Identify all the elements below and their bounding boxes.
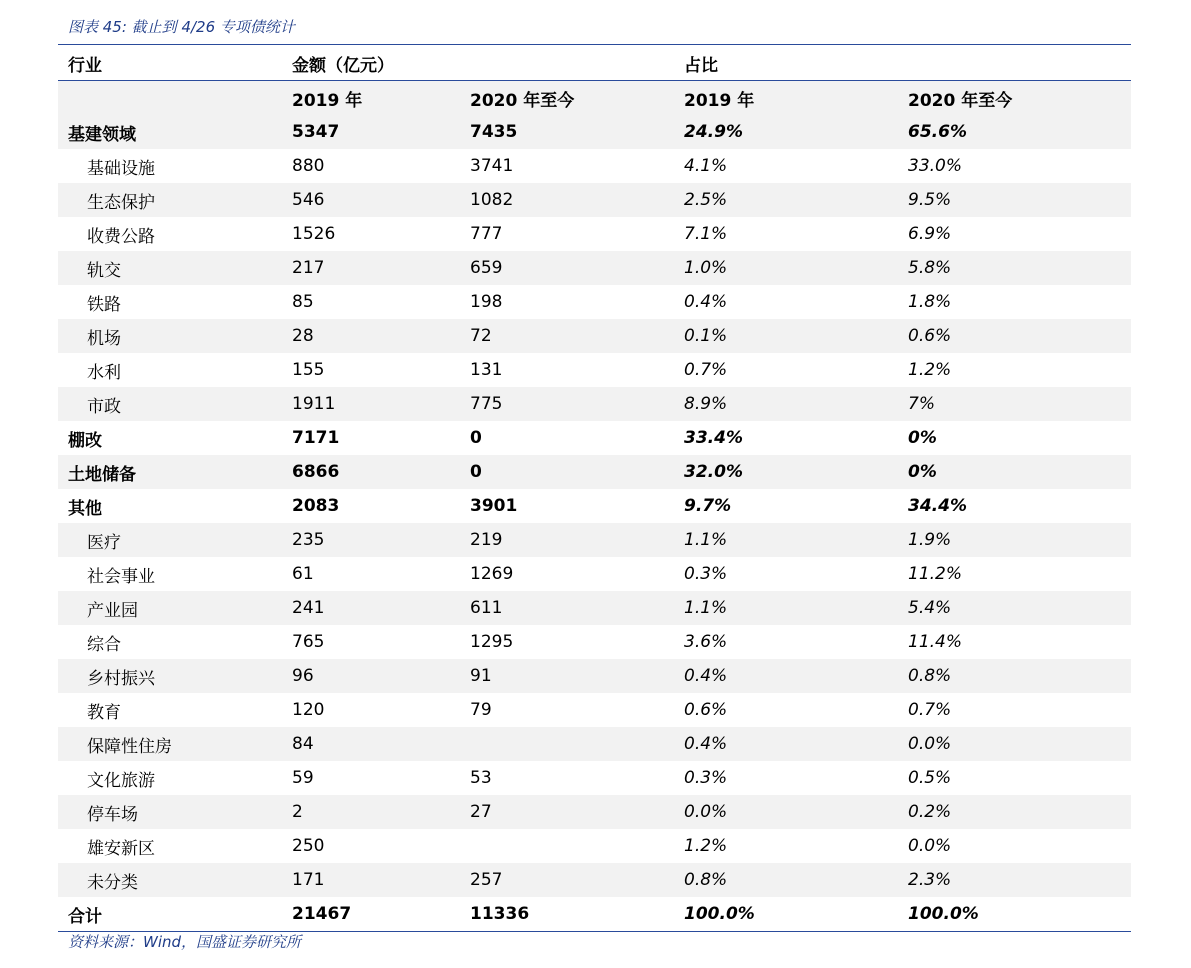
row-name: 轨交 bbox=[58, 251, 282, 285]
figure-caption: 图表 45: 截止到 4/26 专项债统计 bbox=[68, 18, 295, 36]
row-name: 产业园 bbox=[58, 591, 282, 625]
share-2019: 0.8% bbox=[674, 863, 898, 897]
amount-2020: 3901 bbox=[470, 496, 518, 516]
row-name: 基建领域 bbox=[58, 115, 282, 149]
share-2020: 0.7% bbox=[908, 700, 952, 720]
row-name: 文化旅游 bbox=[87, 770, 155, 791]
share-2019: 3.6% bbox=[684, 632, 728, 652]
header-row-2 bbox=[58, 81, 1131, 116]
share-2020: 0.0% bbox=[898, 727, 1131, 761]
amount-2020: 53 bbox=[470, 768, 492, 788]
amount-2020: 777 bbox=[470, 224, 503, 244]
amount-2019: 21467 bbox=[292, 904, 352, 924]
amount-2020: 91 bbox=[460, 659, 674, 693]
amount-2019: 880 bbox=[292, 156, 325, 176]
share-2019: 8.9% bbox=[674, 387, 898, 421]
row-name: 保障性住房 bbox=[58, 727, 282, 761]
special-bond-table bbox=[58, 46, 1131, 931]
amount-2020: 7435 bbox=[460, 115, 674, 149]
amount-2020 bbox=[460, 727, 674, 761]
table-row bbox=[58, 625, 1131, 659]
row-name: 医疗 bbox=[58, 523, 282, 557]
table-row bbox=[58, 557, 1131, 591]
row-name: 教育 bbox=[87, 702, 121, 723]
amount-2020: 1269 bbox=[470, 564, 514, 584]
share-2020: 34.4% bbox=[908, 496, 967, 516]
amount-2020: 0 bbox=[460, 455, 674, 489]
row-name: 社会事业 bbox=[87, 566, 155, 587]
row-name: 棚改 bbox=[68, 430, 102, 451]
share-2020: 33.0% bbox=[908, 156, 963, 176]
amount-2019: 155 bbox=[292, 360, 325, 380]
header-industry: 行业 bbox=[58, 46, 282, 81]
amount-2019: 1911 bbox=[282, 387, 460, 421]
table-row bbox=[58, 897, 1131, 931]
share-2020: 0.0% bbox=[908, 836, 952, 856]
amount-2019: 235 bbox=[282, 523, 460, 557]
amount-2020: 11336 bbox=[470, 904, 530, 924]
header-amount-2019: 2019 年 bbox=[282, 81, 460, 116]
share-2020: 1.8% bbox=[908, 292, 952, 312]
share-2019: 33.4% bbox=[684, 428, 743, 448]
share-2019: 0.4% bbox=[674, 659, 898, 693]
table-row bbox=[58, 761, 1131, 795]
row-name: 未分类 bbox=[58, 863, 282, 897]
amount-2019: 241 bbox=[282, 591, 460, 625]
table-row bbox=[58, 795, 1131, 829]
amount-2019: 96 bbox=[282, 659, 460, 693]
amount-2020: 79 bbox=[470, 700, 492, 720]
share-2020: 1.9% bbox=[898, 523, 1131, 557]
share-2020: 0.2% bbox=[898, 795, 1131, 829]
share-2019: 0.3% bbox=[684, 768, 728, 788]
share-2019: 2.5% bbox=[674, 183, 898, 217]
share-2019: 0.1% bbox=[674, 319, 898, 353]
header-share-2019: 2019 年 bbox=[674, 81, 898, 116]
amount-2020: 611 bbox=[460, 591, 674, 625]
table-row bbox=[58, 149, 1131, 183]
header-amount-2020: 2020 年至今 bbox=[460, 81, 674, 116]
row-name: 停车场 bbox=[58, 795, 282, 829]
amount-2019: 765 bbox=[292, 632, 325, 652]
share-2020: 0% bbox=[908, 428, 937, 448]
amount-2019: 120 bbox=[292, 700, 325, 720]
row-name: 市政 bbox=[58, 387, 282, 421]
table-row bbox=[58, 829, 1131, 863]
table-row bbox=[58, 421, 1131, 455]
table-row bbox=[58, 115, 1131, 149]
share-2019: 1.1% bbox=[674, 523, 898, 557]
header-amount: 金额（亿元） bbox=[282, 46, 674, 81]
table-row bbox=[58, 455, 1131, 489]
table-row bbox=[58, 387, 1131, 421]
table-body bbox=[58, 46, 1131, 931]
amount-2020: 72 bbox=[460, 319, 674, 353]
table-row bbox=[58, 659, 1131, 693]
row-name: 机场 bbox=[58, 319, 282, 353]
share-2020: 1.2% bbox=[908, 360, 952, 380]
header-row-1 bbox=[58, 46, 1131, 81]
share-2019: 0.4% bbox=[674, 727, 898, 761]
share-2019: 0.6% bbox=[684, 700, 728, 720]
share-2020: 0.6% bbox=[898, 319, 1131, 353]
amount-2019: 2083 bbox=[292, 496, 340, 516]
share-2019: 0.7% bbox=[684, 360, 728, 380]
amount-2020: 659 bbox=[460, 251, 674, 285]
amount-2019: 6866 bbox=[282, 455, 460, 489]
amount-2019: 59 bbox=[292, 768, 314, 788]
amount-2019: 546 bbox=[282, 183, 460, 217]
share-2020: 2.3% bbox=[898, 863, 1131, 897]
share-2019: 32.0% bbox=[674, 455, 898, 489]
amount-2020: 198 bbox=[470, 292, 503, 312]
table-row bbox=[58, 727, 1131, 761]
row-name: 乡村振兴 bbox=[58, 659, 282, 693]
amount-2019: 85 bbox=[292, 292, 314, 312]
amount-2019: 5347 bbox=[282, 115, 460, 149]
table-row bbox=[58, 183, 1131, 217]
share-2019: 9.7% bbox=[684, 496, 732, 516]
amount-2020 bbox=[460, 829, 674, 863]
share-2020: 5.8% bbox=[898, 251, 1131, 285]
row-name: 雄安新区 bbox=[87, 838, 155, 859]
table-row bbox=[58, 285, 1131, 319]
row-name: 其他 bbox=[68, 498, 102, 519]
table-row bbox=[58, 489, 1131, 523]
share-2020: 5.4% bbox=[898, 591, 1131, 625]
share-2019: 1.1% bbox=[674, 591, 898, 625]
share-2019: 0.4% bbox=[684, 292, 728, 312]
table-row bbox=[58, 353, 1131, 387]
header-share: 占比 bbox=[674, 46, 1131, 81]
amount-2020: 0 bbox=[470, 428, 482, 448]
row-name: 水利 bbox=[87, 362, 121, 383]
amount-2019: 61 bbox=[292, 564, 314, 584]
share-2019: 24.9% bbox=[674, 115, 898, 149]
share-2020: 11.4% bbox=[908, 632, 963, 652]
share-2020: 100.0% bbox=[908, 904, 979, 924]
amount-2019: 250 bbox=[292, 836, 325, 856]
share-2019: 0.0% bbox=[674, 795, 898, 829]
amount-2020: 1082 bbox=[460, 183, 674, 217]
share-2020: 7% bbox=[898, 387, 1131, 421]
amount-2020: 131 bbox=[470, 360, 503, 380]
special-bond-table-container bbox=[58, 46, 1131, 931]
table-row bbox=[58, 693, 1131, 727]
amount-2019: 7171 bbox=[292, 428, 340, 448]
share-2020: 11.2% bbox=[908, 564, 963, 584]
header-share-2020: 2020 年至今 bbox=[898, 81, 1131, 116]
row-name: 土地储备 bbox=[58, 455, 282, 489]
row-name: 铁路 bbox=[87, 294, 121, 315]
table-row bbox=[58, 523, 1131, 557]
row-name: 生态保护 bbox=[58, 183, 282, 217]
share-2019: 1.2% bbox=[684, 836, 728, 856]
amount-2020: 27 bbox=[460, 795, 674, 829]
amount-2020: 775 bbox=[460, 387, 674, 421]
amount-2019: 1526 bbox=[292, 224, 336, 244]
row-name: 综合 bbox=[87, 634, 121, 655]
share-2020: 0.8% bbox=[898, 659, 1131, 693]
amount-2019: 28 bbox=[282, 319, 460, 353]
amount-2019: 171 bbox=[282, 863, 460, 897]
table-row bbox=[58, 319, 1131, 353]
share-2020: 6.9% bbox=[908, 224, 952, 244]
row-name: 合计 bbox=[68, 906, 102, 927]
row-name: 基础设施 bbox=[87, 158, 155, 179]
share-2020: 0.5% bbox=[908, 768, 952, 788]
amount-2019: 2 bbox=[282, 795, 460, 829]
amount-2019: 217 bbox=[282, 251, 460, 285]
table-row bbox=[58, 217, 1131, 251]
header-blank bbox=[58, 81, 282, 116]
amount-2020: 219 bbox=[460, 523, 674, 557]
share-2019: 4.1% bbox=[684, 156, 728, 176]
amount-2020: 257 bbox=[460, 863, 674, 897]
amount-2020: 1295 bbox=[470, 632, 514, 652]
table-row bbox=[58, 591, 1131, 625]
share-2019: 0.3% bbox=[684, 564, 728, 584]
row-name: 收费公路 bbox=[87, 226, 155, 247]
top-rule bbox=[58, 44, 1131, 45]
share-2020: 9.5% bbox=[898, 183, 1131, 217]
table-row bbox=[58, 251, 1131, 285]
table-row bbox=[58, 863, 1131, 897]
share-2020: 0% bbox=[898, 455, 1131, 489]
source-note: 资料来源：Wind，国盛证券研究所 bbox=[68, 933, 302, 951]
amount-2019: 84 bbox=[282, 727, 460, 761]
share-2019: 7.1% bbox=[684, 224, 728, 244]
amount-2020: 3741 bbox=[470, 156, 514, 176]
share-2019: 100.0% bbox=[684, 904, 755, 924]
share-2020: 65.6% bbox=[898, 115, 1131, 149]
share-2019: 1.0% bbox=[674, 251, 898, 285]
